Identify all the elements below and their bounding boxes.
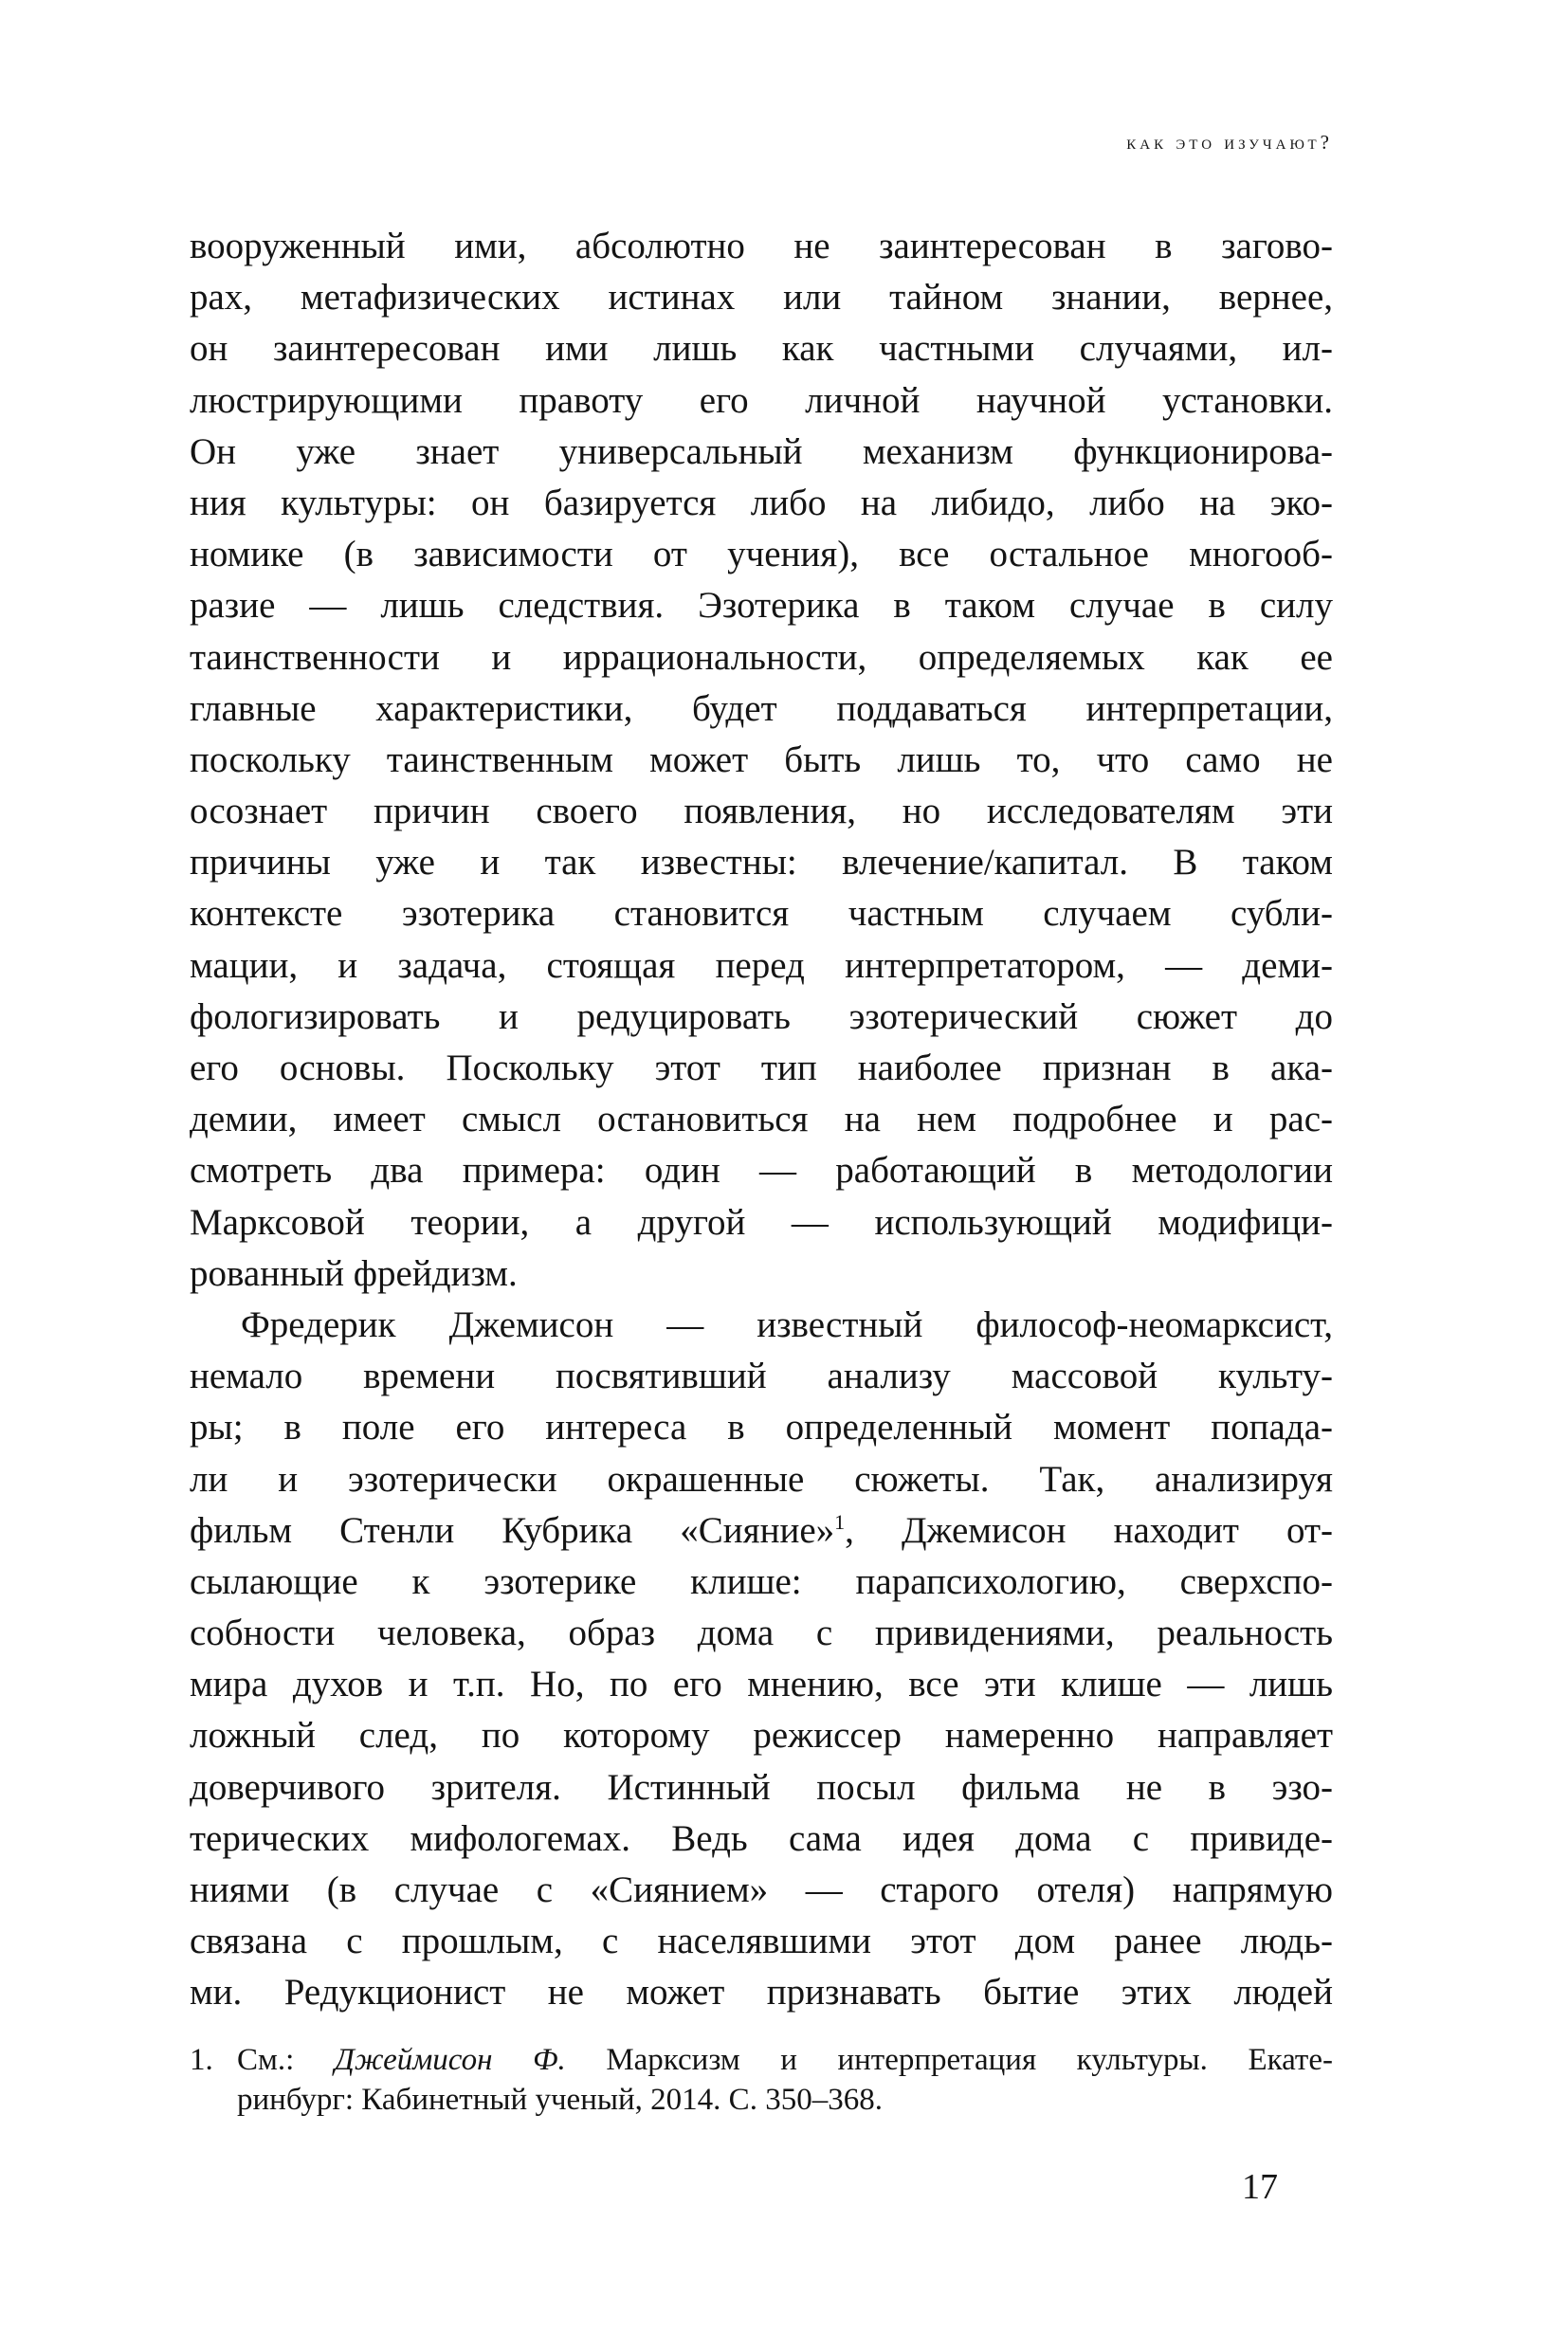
text-line: терических мифологемах. Ведь сама идея дома с привиде- (190, 1817, 1333, 1859)
text-line: демии, имеет смысл остановиться на нем подробнее и рас- (190, 1099, 1333, 1140)
text-line: доверчивого зрителя. Истинный посыл фильма не в эзо- (190, 1766, 1333, 1808)
text-line: фологизировать и редуцировать эзотерический сюжет до (190, 995, 1333, 1037)
text-line: мации, и задача, стоящая перед интерпретатором, — деми- (190, 944, 1333, 986)
text-line: Он уже знает универсальный механизм функционирова- (190, 430, 1333, 472)
footnote-line: ринбург: Кабинетный ученый, 2014. С. 350–368. (237, 2083, 883, 2117)
text-line: поскольку таинственным может быть лишь то, что само не (190, 738, 1333, 780)
text-line: ры; в поле его интереса в определенный момент попада- (190, 1407, 1333, 1449)
text-line: ли и эзотерически окрашенные сюжеты. Так, анализируя (190, 1458, 1333, 1500)
text-line: сылающие к эзотерике клише: парапсихологию, сверхспо- (190, 1560, 1333, 1602)
footnote-number: 1. (190, 2043, 213, 2077)
footnotes (190, 2040, 1333, 2120)
text-line: вооруженный ими, абсолютно не заинтересован в загово- (190, 226, 1333, 266)
text-line: люстрирующими правоту его личной научной установки. (190, 379, 1333, 421)
text-line: Фредерик Джемисон — известный философ-неомарксист, (241, 1303, 1333, 1345)
footnote-line (190, 2040, 1333, 2080)
text-line: ниями (в случае с «Сиянием» — старого отеля) напрямую (190, 1869, 1333, 1910)
text-line: контексте эзотерика становится частным случаем субли- (190, 893, 1333, 935)
running-head: как это изучают? (1126, 131, 1333, 154)
footnote-prefix: См.: (237, 2043, 295, 2077)
text-line: смотреть два примера: один — работающий в методологии (190, 1150, 1333, 1192)
text-line: причины уже и так известны: влечение/капитал. В таком (190, 842, 1333, 884)
text-line: он заинтересован ими лишь как частными случаями, ил- (190, 328, 1333, 370)
text-line: номике (в зависимости от учения), все остальное многооб- (190, 534, 1333, 575)
footnote-text: Марксизм и интерпретация культуры. Екате- (606, 2043, 1333, 2077)
text-line: рованный фрейдизм. (190, 1252, 518, 1294)
text-line: ния культуры: он базируется либо на либидо, либо на эко- (190, 482, 1333, 523)
text-line: разие — лишь следствия. Эзотерика в таком случае в силу (190, 585, 1333, 627)
text-line: Марксовой теории, а другой — использующий модифици- (190, 1201, 1333, 1243)
text-line: ложный след, по которому режиссер намеренно направляет (190, 1715, 1333, 1757)
text-span: фильм Стенли Кубрика «Сияние» (190, 1509, 835, 1551)
text-line: его основы. Поскольку этот тип наиболее признан в ака- (190, 1048, 1333, 1088)
text-line: связана с прошлым, с населявшими этот дом ранее людь- (190, 1921, 1333, 1962)
text-span: , Джемисон находит от- (845, 1509, 1333, 1551)
footnote-author: Джеймисон Ф. (334, 2043, 566, 2077)
page-number: 17 (1242, 2167, 1278, 2207)
text-line: таинственности и иррациональности, определяемых как ее (190, 636, 1333, 678)
text-line: собности человека, образ дома с привидениями, реальность (190, 1613, 1333, 1654)
text-line: осознает причин своего появления, но исследователям эти (190, 791, 1333, 832)
text-line (190, 1505, 1333, 1557)
footnote-ref[interactable]: 1 (834, 1509, 846, 1534)
text-line: мира духов и т.п. Но, по его мнению, все эти клише — лишь (190, 1664, 1333, 1705)
text-line: немало времени посвятивший анализу массовой культу- (190, 1356, 1333, 1397)
text-line: главные характеристики, будет поддаваться интерпретации, (190, 687, 1333, 729)
text-line: ми. Редукционист не может признавать бытие этих людей (190, 1972, 1333, 2014)
text-line: рах, метафизических истинах или тайном знании, вернее, (190, 277, 1333, 319)
body-text (190, 221, 1333, 2019)
